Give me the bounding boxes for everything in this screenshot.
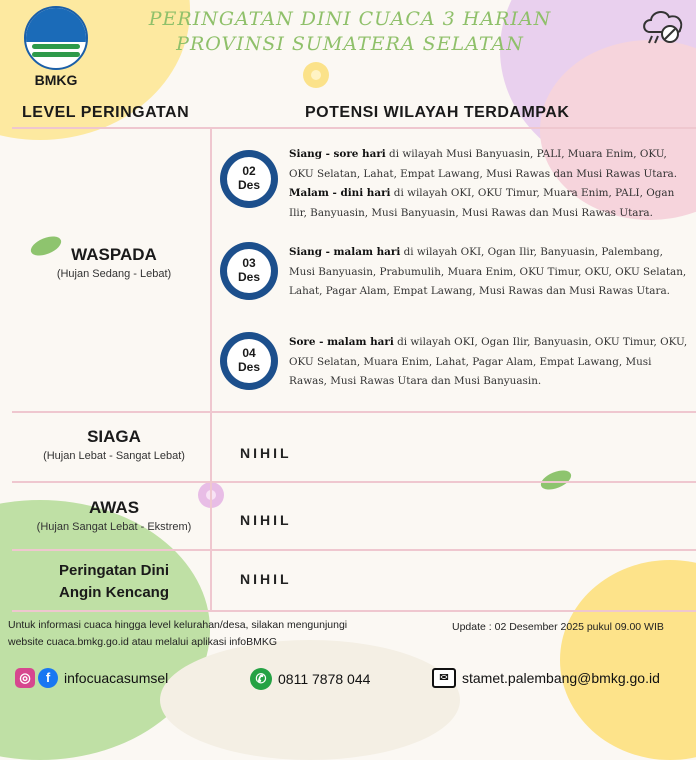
table-column-divider [210,127,212,610]
level-description: (Hujan Lebat - Sangat Lebat) [43,450,185,462]
region-list: di wilayah Musi Banyuasin, PALI, Muara Enim, OKU, OKU Selatan, Lahat, Empat Lawang, Musi Rawas dan Musi Rawas Utara. [289,148,678,180]
date-day: 02 [242,164,256,178]
level-angin-kencang [14,560,214,604]
update-timestamp: Update : 02 Desember 2025 pukul 09.00 WIB [452,621,664,633]
logo-text: BMKG [34,72,78,88]
date-day: 04 [242,346,256,360]
info-line: Untuk informasi cuaca hingga level kelurahan/desa, silakan mengunjungi [8,619,348,631]
footer-email[interactable] [432,668,660,688]
waspada-description [289,145,689,223]
info-line: website cuaca.bmkg.go.id atau melalui aplikasi infoBMKG [8,636,278,648]
time-range: Siang - sore hari [289,148,386,160]
level-siaga [14,427,214,462]
table-divider [12,481,696,483]
siaga-value: NIHIL [240,445,292,461]
region-list: di wilayah OKI, Ogan Ilir, Banyuasin, Palembang, Musi Banyuasin, Prabumulih, Muara Enim, OKU Timur, OKU, OKU Selatan, Lahat, Pagar Alam, Empat Lawang, Musi Rawas dan Musi Rawas Utara. [289,246,687,297]
level-name: WASPADA [71,245,157,264]
level-description: (Hujan Sangat Lebat - Ekstrem) [36,521,192,533]
region-list: di wilayah OKI, Ogan Ilir, Banyuasin, OKU Timur, OKU, OKU Selatan, Muara Enim, Lahat, Pagar Alam, Empat Lawang, Musi Rawas, Musi Rawas Utara dan Musi Banyuasin. [289,336,688,387]
table-divider [12,127,696,129]
page-subtitle: PROVINSI SUMATERA SELATAN [176,33,524,55]
time-range: Siang - malam hari [289,246,401,258]
bmkg-logo [24,6,88,88]
date-month: Des [237,270,260,284]
bmkg-emblem-icon [24,6,88,70]
table-divider [12,610,696,612]
level-name-line1: Peringatan Dini [58,562,170,579]
facebook-icon: f [38,668,58,688]
time-range: Sore - malam hari [289,336,394,348]
social-handle: infocuacasumsel [64,670,169,686]
level-name-line2: Angin Kencang [58,584,169,601]
header-level-peringatan: LEVEL PERINGATAN [22,104,190,121]
table-divider [12,411,696,413]
email-icon: ✉ [432,668,456,688]
header-potensi-wilayah: POTENSI WILAYAH TERDAMPAK [305,104,570,121]
phone-number: 0811 7878 044 [278,671,371,687]
info-text [8,617,408,651]
date-month: Des [237,178,260,192]
leaf-icon [538,467,574,494]
footer-social[interactable] [15,668,168,688]
page-title: PERINGATAN DINI CUACA 3 HARIAN [148,8,552,30]
whatsapp-icon: ✆ [250,668,272,690]
footer-phone[interactable] [250,668,370,690]
flower-icon [303,62,329,88]
email-address: stamet.palembang@bmkg.go.id [462,670,660,686]
angin-kencang-value: NIHIL [240,571,292,587]
level-awas [14,498,214,533]
level-name: AWAS [88,498,140,517]
awas-value: NIHIL [240,512,292,528]
decor-blob [160,640,460,760]
date-badge [220,242,278,300]
instagram-icon: ◎ [15,668,35,688]
decor-blob [560,560,696,760]
region-list: di wilayah OKI, OKU Timur, Muara Enim, PALI, Ogan Ilir, Banyuasin, Musi Banyuasin, Musi Rawas dan Musi Rawas Utara. [289,187,675,219]
rain-cloud-icon [640,6,688,46]
date-day: 03 [242,256,256,270]
date-badge [220,150,278,208]
time-range: Malam - dini hari [289,187,391,199]
waspada-description [289,243,689,302]
level-name: SIAGA [87,427,141,446]
date-badge [220,332,278,390]
waspada-description [289,333,689,392]
date-month: Des [237,360,260,374]
level-waspada [14,245,214,280]
table-divider [12,549,696,551]
level-description: (Hujan Sedang - Lebat) [56,268,172,280]
